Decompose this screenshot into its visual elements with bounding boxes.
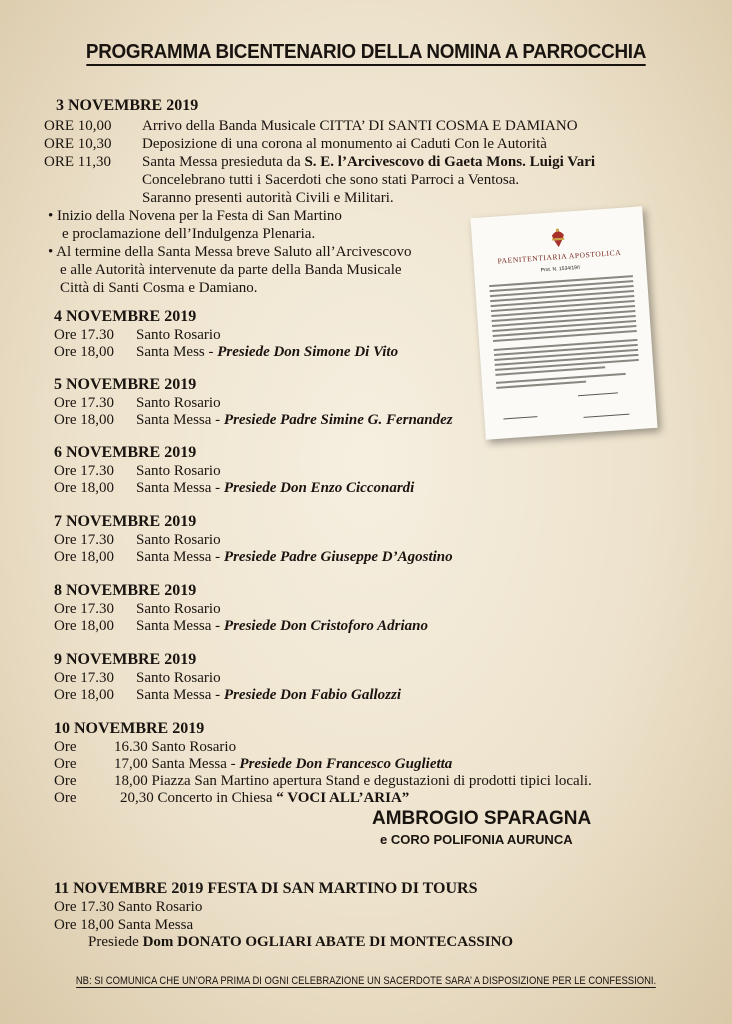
mass-line: Ore 18,00 Santa Messa - Presiede Padre Simine G. Fernandez [54, 412, 453, 428]
mass-line: Ore 18,00 Santa Messa - Presiede Don Cristoforo Adriano [54, 618, 428, 634]
day-10-mass: Ore 17,00 Santa Messa - Presiede Don Francesco Guglietta [54, 756, 453, 772]
page-title: PROGRAMMA BICENTENARIO DELLA NOMINA A PARROCCHIA [29, 40, 702, 64]
day-3-authorities: Saranno presenti autorità Civili e Militari. [142, 190, 394, 206]
day-3-item-2: ORE 10,30 Deposizione di una corona al monumento ai Caduti Con le Autorità [44, 136, 547, 152]
letter-heading: PAENITENTIARIA APOSTOLICA [497, 247, 622, 266]
rosary-line: Ore 17.30 Santo Rosario [54, 532, 221, 548]
signature-mark [578, 386, 620, 396]
day-heading: 5 NOVEMBRE 2019 [54, 376, 197, 393]
day-10-concert: Ore 20,30 Concerto in Chiesa “ VOCI ALL’ARIA” [54, 790, 410, 806]
day-3-heading: 3 NOVEMBRE 2019 [56, 97, 199, 114]
day-11-heading: 11 NOVEMBRE 2019 FESTA DI SAN MARTINO DI TOURS [54, 880, 478, 897]
day-10-rosary: Ore 16.30 Santo Rosario [54, 739, 237, 755]
penitentiary-letter-image [470, 206, 657, 439]
day-heading: 4 NOVEMBRE 2019 [54, 308, 197, 325]
day-11-rosary: Ore 17.30 Santo Rosario [54, 899, 203, 915]
mass-line: Ore 18,00 Santa Mess - Presiede Don Simone Di Vito [54, 344, 399, 360]
day-3-item-1: ORE 10,00 Arrivo della Banda Musicale CITTA’ DI SANTI COSMA E DAMIANO [44, 118, 578, 134]
concert-choir: e CORO POLIFONIA AURUNCA [380, 832, 573, 847]
day-3-bullet-2b: e alle Autorità intervenute da parte della Banda Musicale [60, 262, 402, 278]
signature-mark [583, 408, 631, 418]
day-3-concelebrants: Concelebrano tutti i Sacerdoti che sono stati Parroci a Ventosa. [142, 172, 520, 188]
day-10-stands: Ore 18,00 Piazza San Martino apertura Stand e degustazioni di prodotti tipici locali. [54, 773, 592, 789]
mass-line: Ore 18,00 Santa Messa - Presiede Don Enzo Cicconardi [54, 480, 415, 496]
concert-artist: AMBROGIO SPARAGNA [372, 808, 592, 829]
rosary-line: Ore 17.30 Santo Rosario [54, 395, 221, 411]
day-heading: 9 NOVEMBRE 2019 [54, 651, 197, 668]
day-3-bullet-2c: Città di Santi Cosma e Damiano. [60, 280, 258, 296]
papal-crest-icon [547, 226, 568, 249]
rosary-line: Ore 17.30 Santo Rosario [54, 601, 221, 617]
day-3-bullet-1a: • Inizio della Novena per la Festa di San Martino [48, 208, 342, 224]
day-11-mass: Ore 18,00 Santa Messa [54, 917, 194, 933]
rosary-line: Ore 17.30 Santo Rosario [54, 463, 221, 479]
day-3-item-3: ORE 11,30 Santa Messa presieduta da S. E. l’Arcivescovo di Gaeta Mons. Luigi Vari [44, 154, 596, 170]
day-heading: 7 NOVEMBRE 2019 [54, 513, 197, 530]
day-10-heading: 10 NOVEMBRE 2019 [54, 720, 205, 737]
mass-line: Ore 18,00 Santa Messa - Presiede Padre Giuseppe D’Agostino [54, 549, 453, 565]
day-3-bullet-1b: e proclamazione dell’Indulgenza Plenaria. [62, 226, 316, 242]
rosary-line: Ore 17.30 Santo Rosario [54, 327, 221, 343]
rosary-line: Ore 17.30 Santo Rosario [54, 670, 221, 686]
mass-line: Ore 18,00 Santa Messa - Presiede Don Fabio Gallozzi [54, 687, 401, 703]
day-11-celebrant: Presiede Dom DONATO OGLIARI ABATE DI MONTECASSINO [88, 934, 514, 950]
letter-protocol: Prot. N. 1534/19/I [540, 264, 580, 274]
day-heading: 6 NOVEMBRE 2019 [54, 444, 197, 461]
signature-mark [503, 410, 539, 420]
confession-note: NB: SI COMUNICA CHE UN’ORA PRIMA DI OGNI CELEBRAZIONE UN SACERDOTE SARA’ A DISPOSIZIONE PER LE CONFESSIONI. [75, 975, 657, 987]
day-heading: 8 NOVEMBRE 2019 [54, 582, 197, 599]
day-3-bullet-2a: • Al termine della Santa Messa breve Saluto all’Arcivescovo [48, 244, 412, 260]
